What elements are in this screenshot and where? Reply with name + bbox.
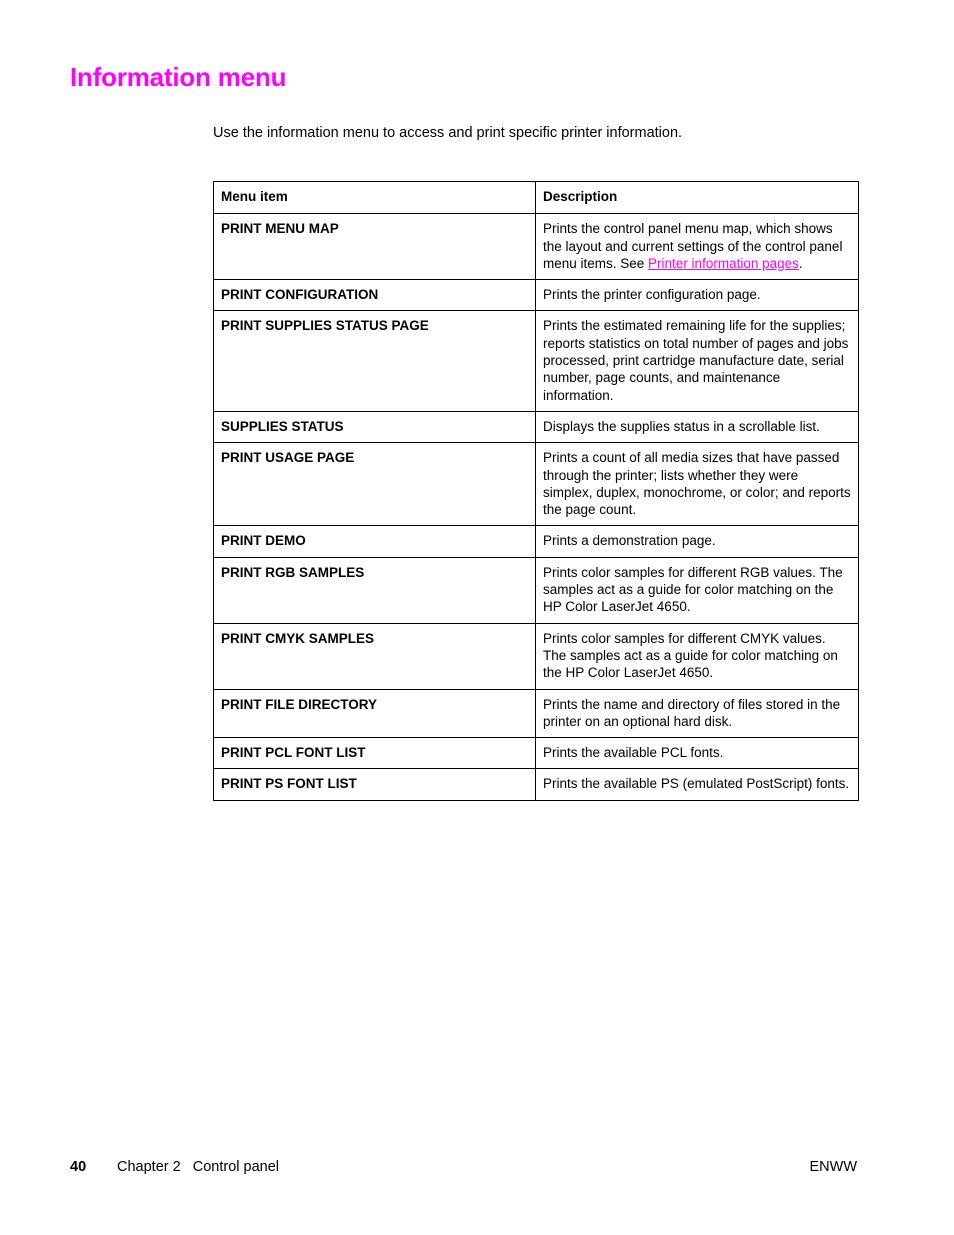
table-row	[214, 689, 859, 738]
information-menu-table	[213, 181, 859, 801]
header-menu-item: Menu item	[214, 182, 536, 214]
description-cell: Prints a demonstration page.	[536, 526, 859, 557]
table-row	[214, 214, 859, 280]
description-cell: Displays the supplies status in a scrollable list.	[536, 411, 859, 442]
table-row	[214, 557, 859, 623]
header-description: Description	[536, 182, 859, 214]
menu-item-cell: PRINT SUPPLIES STATUS PAGE	[214, 311, 536, 411]
menu-item-cell: PRINT RGB SAMPLES	[214, 557, 536, 623]
page-number: 40	[70, 1159, 87, 1175]
table-row	[214, 623, 859, 689]
table-row	[214, 443, 859, 526]
description-cell: Prints the available PCL fonts.	[536, 738, 859, 769]
intro-paragraph: Use the information menu to access and print specific printer information.	[213, 125, 683, 141]
description-suffix: .	[798, 255, 803, 271]
description-cell: Prints the printer configuration page.	[536, 280, 859, 311]
printer-information-pages-link[interactable]: Printer information pages	[648, 255, 799, 271]
description-text: Prints the control panel menu map, which shows the layout and current settings of the control panel menu items. See	[543, 221, 843, 271]
table-row	[214, 411, 859, 442]
menu-item-cell: PRINT DEMO	[214, 526, 536, 557]
menu-item-cell: PRINT MENU MAP	[214, 214, 536, 280]
description-cell	[536, 214, 859, 280]
description-cell: Prints the available PS (emulated PostScript) fonts.	[536, 769, 859, 800]
table-header-row	[214, 182, 859, 214]
table-row	[214, 769, 859, 800]
table-row	[214, 526, 859, 557]
description-cell: Prints color samples for different RGB values. The samples act as a guide for color matching on the HP Color LaserJet 4650.	[536, 557, 859, 623]
description-cell: Prints the estimated remaining life for the supplies; reports statistics on total number of pages and jobs processed, print cartridge manufacture date, serial number, page counts, and maintenance information.	[536, 311, 859, 411]
menu-item-cell: PRINT PCL FONT LIST	[214, 738, 536, 769]
menu-item-cell: PRINT CONFIGURATION	[214, 280, 536, 311]
footer-right-label: ENWW	[809, 1159, 857, 1175]
table-row	[214, 738, 859, 769]
page-title: Information menu	[70, 62, 287, 92]
menu-item-cell: PRINT CMYK SAMPLES	[214, 623, 536, 689]
menu-item-cell: PRINT PS FONT LIST	[214, 769, 536, 800]
table-row	[214, 280, 859, 311]
description-cell: Prints a count of all media sizes that have passed through the printer; lists whether they were simplex, duplex, monochrome, or color; and reports the page count.	[536, 443, 859, 526]
chapter-label: Chapter 2 Control panel	[117, 1159, 280, 1175]
menu-item-cell: PRINT FILE DIRECTORY	[214, 689, 536, 738]
description-cell: Prints the name and directory of files stored in the printer on an optional hard disk.	[536, 689, 859, 738]
menu-item-cell: SUPPLIES STATUS	[214, 411, 536, 442]
menu-item-cell: PRINT USAGE PAGE	[214, 443, 536, 526]
table-row	[214, 311, 859, 411]
description-cell: Prints color samples for different CMYK values. The samples act as a guide for color matching on the HP Color LaserJet 4650.	[536, 623, 859, 689]
